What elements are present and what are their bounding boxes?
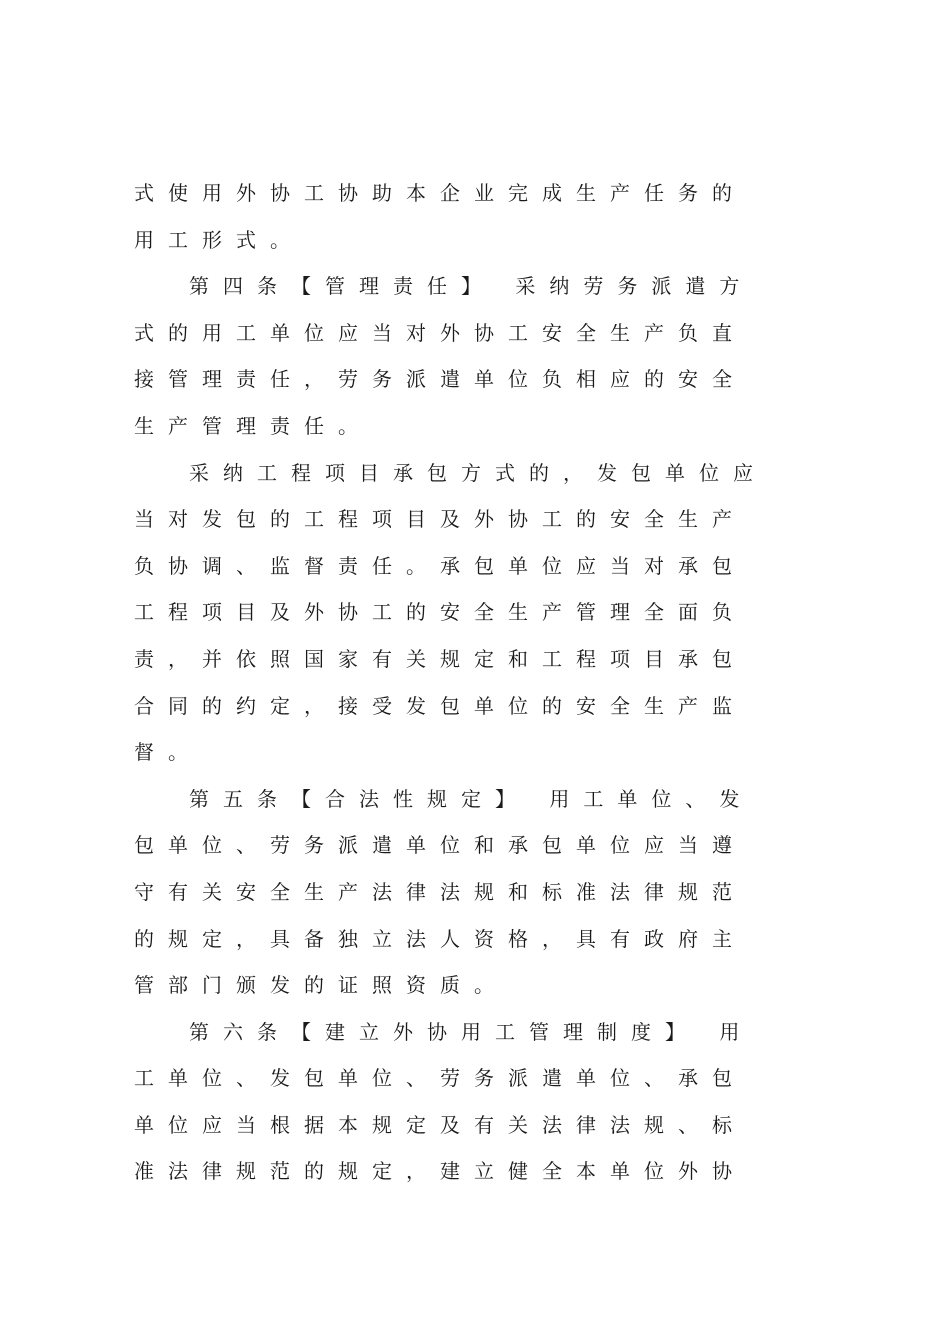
text-line: 合同的约定，接受发包单位的安全生产监 [134, 693, 746, 718]
text-line: 督。 [134, 740, 202, 765]
text-line: 式使用外协工协助本企业完成生产任务的 [134, 181, 746, 205]
text-line: 接管理责任，劳务派遣单位负相应的安全 [134, 367, 746, 392]
text-line: 守有关安全生产法律法规和标准法律规范 [134, 879, 746, 904]
text-line: 单位应当根据本规定及有关法律法规、标 [134, 1112, 746, 1137]
text-line: 的规定，具备独立法人资格，具有政府主 [134, 926, 746, 951]
text-line: 管部门颁发的证照资质。 [134, 973, 508, 998]
text-line: 工程项目及外协工的安全生产管理全面负 [134, 600, 746, 625]
paragraph-start-line: 采纳工程项目承包方式的，发包单位应 [189, 460, 767, 485]
text-line: 负协调、监督责任。承包单位应当对承包 [134, 553, 746, 578]
document-body [134, 170, 814, 1195]
text-line: 包单位、劳务派遣单位和承包单位应当遵 [134, 833, 746, 858]
article-4-heading-line: 第四条【管理责任】 采纳劳务派遣方 [189, 274, 754, 299]
text-line: 责，并依照国家有关规定和工程项目承包 [134, 646, 746, 671]
text-line: 式的用工单位应当对外协工安全生产负直 [134, 320, 746, 345]
text-line: 用工形式。 [134, 227, 304, 252]
article-6-heading-line: 第六条【建立外协用工管理制度】 用 [189, 1019, 754, 1044]
text-line: 准法律规范的规定，建立健全本单位外协 [134, 1159, 746, 1184]
text-line: 工单位、发包单位、劳务派遣单位、承包 [134, 1066, 746, 1091]
text-line: 当对发包的工程项目及外协工的安全生产 [134, 507, 746, 532]
text-line: 生产管理责任。 [134, 413, 372, 438]
article-5-heading-line: 第五条【合法性规定】 用工单位、发 [189, 786, 754, 811]
